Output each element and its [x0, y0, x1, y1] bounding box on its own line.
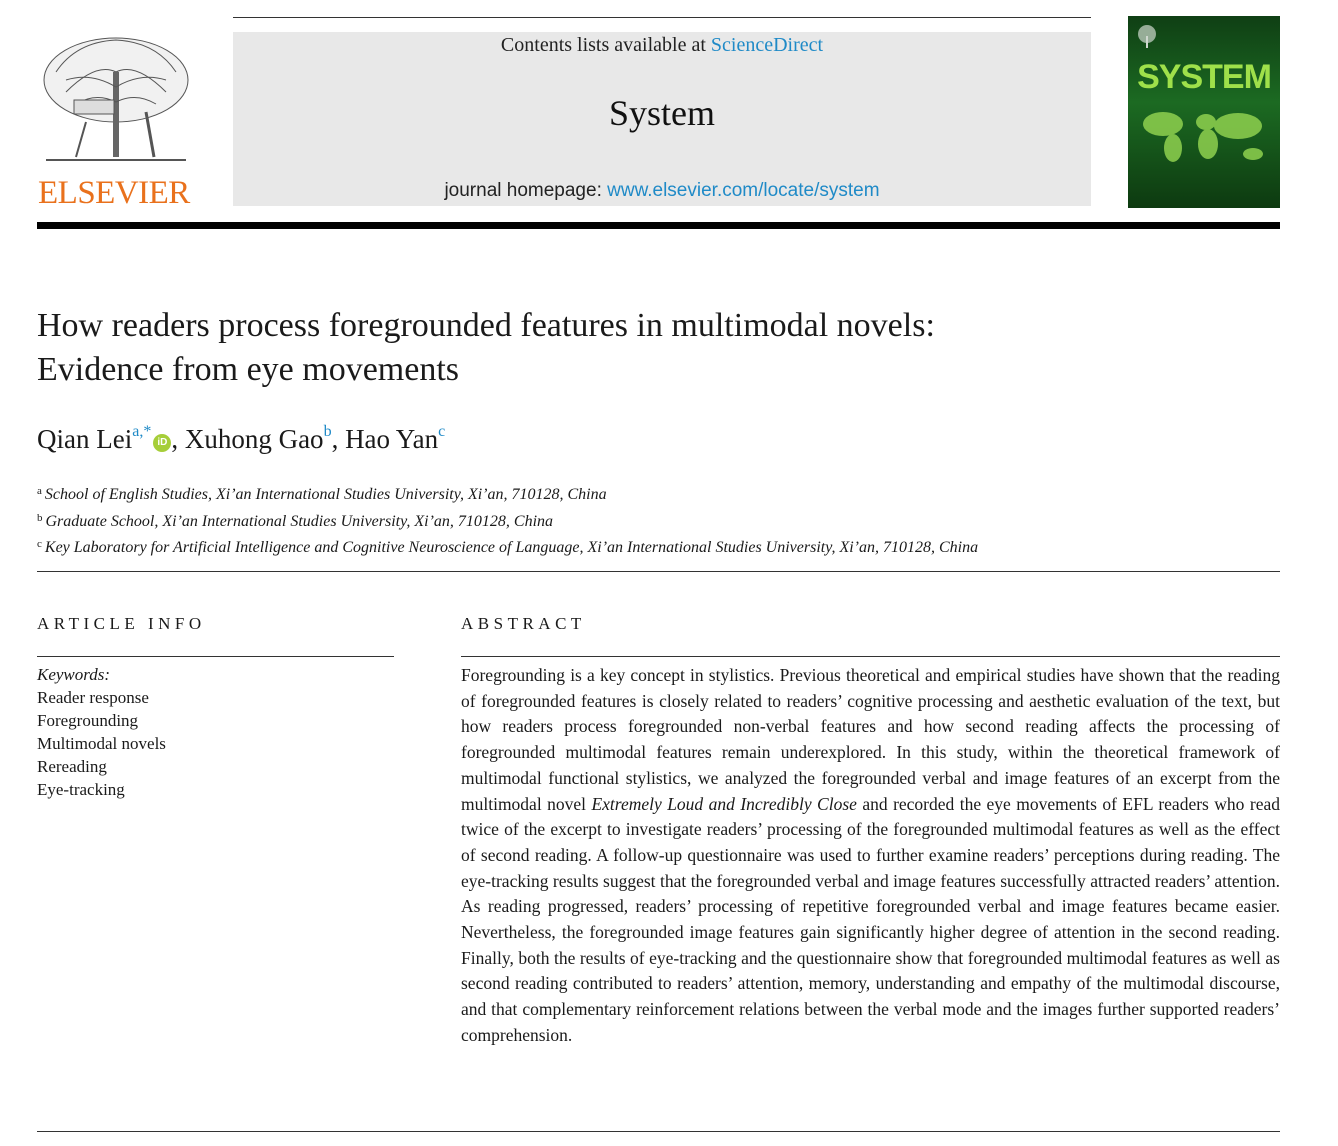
sciencedirect-link[interactable]: ScienceDirect	[710, 34, 824, 56]
abstract-text: Foregrounding is a key concept in stylistics. Previous theoretical and empirical studies have shown that the reading of foregrounded features is closely related to readers’ cognitive processing and aesthetic evaluation of the text, but how readers process foregrounded non-verbal features and how second reading affects the processing of foregrounded multimodal features remain underexplored. In this study, within the theoretical framework of multimodal functional stylistics, we analyzed the foregrounded verbal and image features of an excerpt from the multimodal novel Extremely Loud and Incredibly Close and recorded the eye movements of EFL readers who read twice of the excerpt to investigate readers’ processing of the foregrounded multimodal features as well as the effect of second reading. A follow-up questionnaire was used to further examine readers’ perceptions during reading. The eye-tracking results suggest that the foregrounded verbal and image features successfully attracted readers’ attention. As reading progressed, readers’ processing of repetitive foregrounded verbal and image features became easier. Nevertheless, the foregrounded image features gain significantly higher degree of attention in the second reading. Finally, both the results of eye-tracking and the questionnaire show that foregrounded multimodal features as well as second reading contributed to readers’ attention, memory, understanding and empathy of the multimodal discourse, and that complementary reinforcement relations between the verbal mode and the images further supported readers’ comprehension.	[461, 665, 1280, 1045]
keywords-block	[37, 663, 387, 801]
section-rule	[37, 571, 1280, 572]
cover-title: SYSTEM	[1137, 58, 1271, 96]
article-title: How readers process foregrounded features in multimodal novels: Evidence from eye movements	[37, 307, 935, 388]
affiliation-item: $^b$ Graduate School, Xi’an International Studies University, Xi’an, 710128, China	[37, 511, 554, 530]
author-affil-link[interactable]: b	[323, 423, 332, 440]
author-name[interactable]: Hao Yan	[345, 424, 439, 454]
publisher-wordmark: ELSEVIER	[38, 175, 190, 211]
author-name[interactable]: Xuhong Gao	[184, 424, 324, 454]
cover-tree-icon	[1134, 24, 1160, 50]
article-info-heading: ARTICLE INFO	[37, 614, 206, 633]
keyword-item: Multimodal novels	[37, 734, 166, 753]
article-info-rule	[37, 656, 394, 657]
keyword-item: Foregrounding	[37, 711, 139, 730]
keyword-item: Reader response	[37, 688, 149, 707]
author-affil-link[interactable]: a,*	[132, 423, 152, 440]
homepage-line: journal homepage: www.elsevier.com/locate/system	[444, 180, 880, 201]
author-list: Qian Lei$^{a,*}$iD , Xuhong Gao$^b$, Hao Yan$^c$	[37, 423, 446, 454]
author-name[interactable]: Qian Lei	[37, 424, 133, 454]
orcid-icon[interactable]: iD	[153, 434, 171, 452]
header-thick-rule	[37, 222, 1280, 229]
abstract-rule	[461, 656, 1280, 657]
affiliation-list	[37, 480, 1237, 560]
world-map-icon	[1138, 106, 1270, 166]
journal-homepage-link[interactable]: www.elsevier.com/locate/system	[607, 180, 880, 201]
abstract-heading: ABSTRACT	[461, 614, 586, 633]
contents-line: Contents lists available at ScienceDirect	[500, 34, 824, 56]
journal-name: System	[608, 93, 715, 133]
journal-banner	[233, 32, 1091, 206]
keyword-item: Eye-tracking	[37, 780, 125, 799]
bottom-rule	[37, 1131, 1280, 1132]
top-rule	[233, 17, 1091, 18]
keyword-item: Rereading	[37, 757, 107, 776]
author-affil-link[interactable]: c	[438, 423, 446, 440]
keywords-label: Keywords:	[37, 665, 111, 684]
affiliation-item: $^c$ Key Laboratory for Artificial Intelligence and Cognitive Neuroscience of Language, Xi’an International Studies University, Xi’an, 710128, China	[37, 538, 979, 556]
journal-cover[interactable]	[1128, 16, 1280, 208]
affiliation-item: $^a$ School of English Studies, Xi’an International Studies University, Xi’an, 710128, China	[37, 485, 607, 503]
book-title: Extremely Loud and Incredibly Close	[591, 793, 857, 814]
